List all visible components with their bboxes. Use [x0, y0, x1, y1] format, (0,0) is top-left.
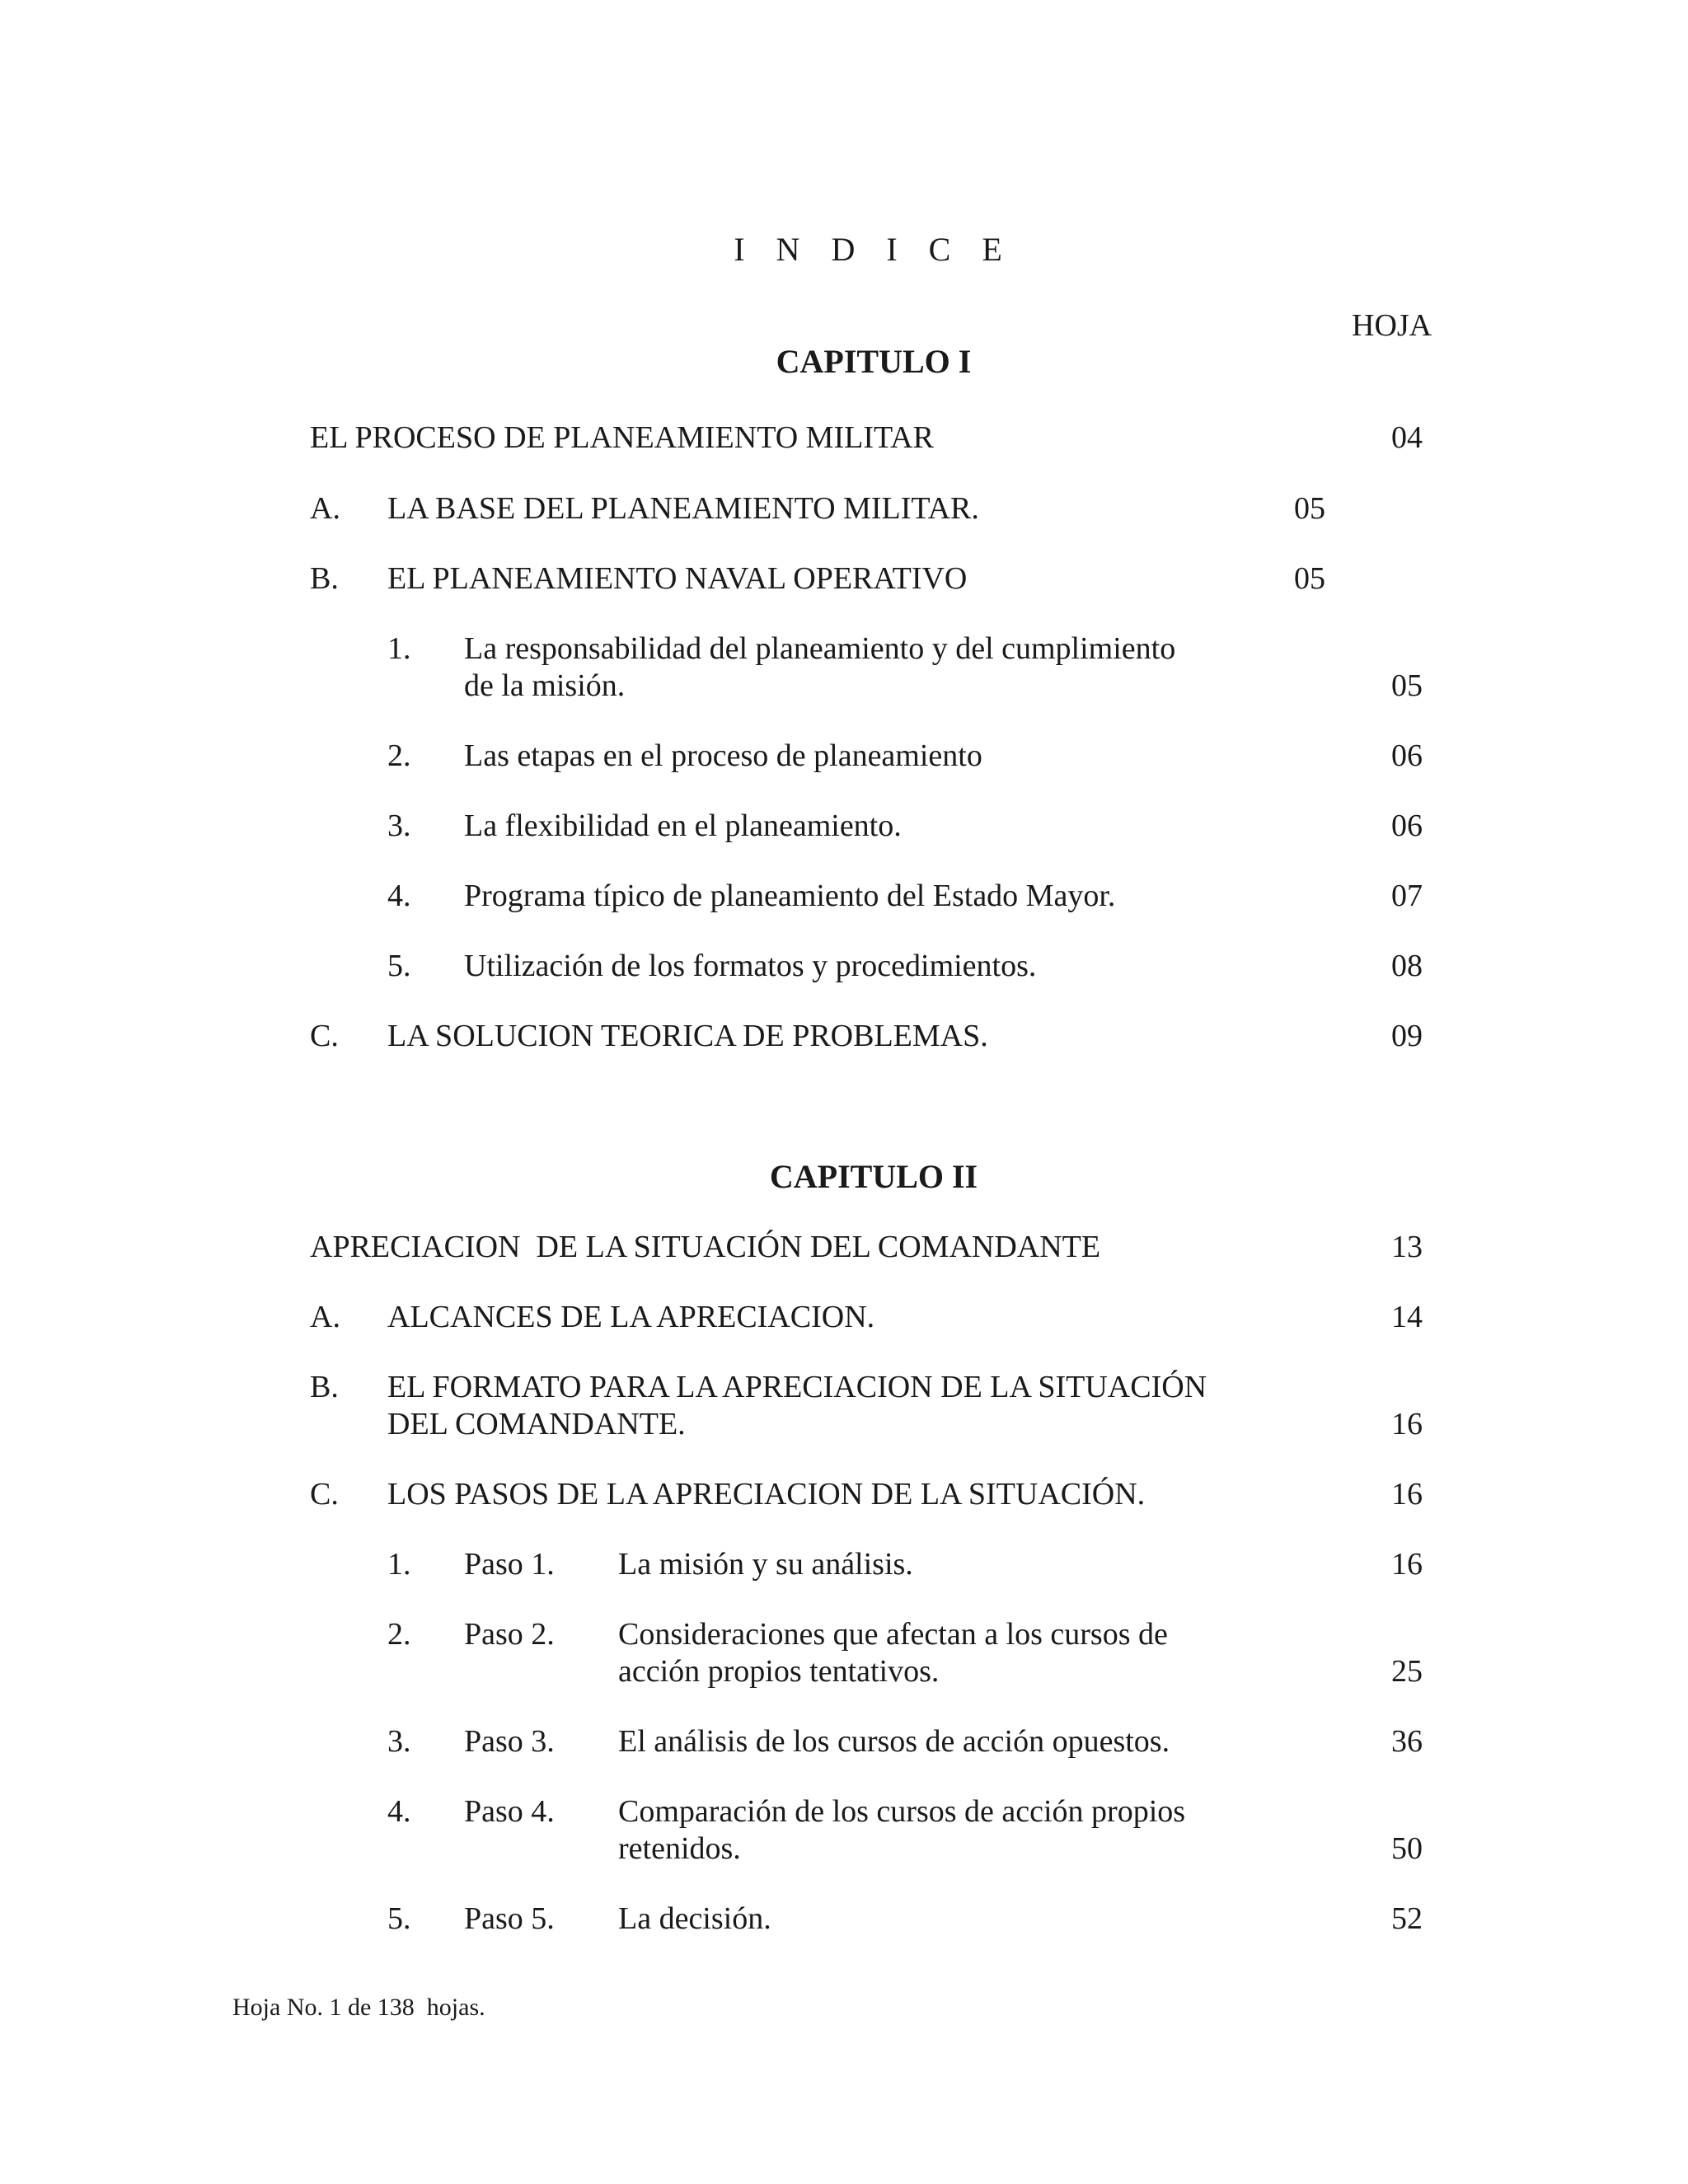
toc-entry: LA BASE DEL PLANEAMIENTO MILITAR. [387, 491, 979, 526]
toc-entry: Programa típico de planeamiento del Estado Mayor. [464, 879, 1116, 913]
chapter-2-heading: APRECIACION DE LA SITUACIÓN DEL COMANDANTE [310, 1230, 1101, 1264]
toc-page-number: 14 [1391, 1300, 1423, 1334]
toc-page-number: 25 [1391, 1654, 1423, 1689]
toc-page-number: 06 [1391, 808, 1423, 843]
toc-entry: La flexibilidad en el planeamiento. [464, 808, 902, 843]
toc-entry: EL FORMATO PARA LA APRECIACION DE LA SITUACIÓN [387, 1370, 1207, 1404]
toc-number: 1. [387, 631, 411, 666]
toc-step-label: Paso 3. [464, 1724, 555, 1759]
chapter-1-heading-page: 04 [1391, 420, 1423, 455]
toc-marker: A. [310, 1300, 340, 1334]
toc-entry: La responsabilidad del planeamiento y del cumplimiento [464, 631, 1176, 666]
toc-page-number: 16 [1391, 1547, 1423, 1582]
toc-marker: B. [310, 561, 339, 596]
toc-entry: La misión y su análisis. [618, 1547, 913, 1582]
toc-step-label: Paso 1. [464, 1547, 555, 1582]
chapter-2-heading-page: 13 [1391, 1230, 1423, 1264]
toc-entry: Comparación de los cursos de acción propios [618, 1794, 1186, 1829]
toc-page-number: 09 [1391, 1019, 1423, 1053]
toc-step-label: Paso 4. [464, 1794, 555, 1829]
toc-entry: El análisis de los cursos de acción opuestos. [618, 1724, 1170, 1759]
toc-page-number: 07 [1391, 879, 1423, 913]
toc-entry: Las etapas en el proceso de planeamiento [464, 738, 982, 773]
toc-entry: La decisión. [618, 1901, 771, 1936]
toc-entry-continuation: DEL COMANDANTE. [387, 1407, 686, 1441]
toc-page-number: 16 [1391, 1477, 1423, 1511]
page-footer: Hoja No. 1 de 138 hojas. [232, 1994, 485, 2021]
toc-number: 1. [387, 1547, 411, 1582]
toc-marker: C. [310, 1019, 339, 1053]
toc-entry: LA SOLUCION TEORICA DE PROBLEMAS. [387, 1019, 988, 1053]
toc-entry: Utilización de los formatos y procedimientos. [464, 949, 1037, 983]
toc-entry-continuation: retenidos. [618, 1831, 741, 1866]
toc-step-label: Paso 2. [464, 1617, 555, 1652]
toc-entry: ALCANCES DE LA APRECIACION. [387, 1300, 875, 1334]
toc-page-number: 05 [1294, 561, 1325, 596]
toc-number: 3. [387, 808, 411, 843]
toc-step-label: Paso 5. [464, 1901, 555, 1936]
toc-page-number: 36 [1391, 1724, 1423, 1759]
toc-page-number: 05 [1294, 491, 1325, 526]
toc-entry: Consideraciones que afectan a los cursos de [618, 1617, 1168, 1652]
toc-marker: B. [310, 1370, 339, 1404]
toc-page-number: 06 [1391, 738, 1423, 773]
toc-page-number: 52 [1391, 1901, 1423, 1936]
toc-marker: C. [310, 1477, 339, 1511]
toc-number: 4. [387, 1794, 411, 1829]
toc-entry: LOS PASOS DE LA APRECIACION DE LA SITUACIÓN. [387, 1477, 1146, 1511]
toc-page-number: 05 [1391, 668, 1423, 703]
toc-page-number: 50 [1391, 1831, 1423, 1866]
toc-page-number: 08 [1391, 949, 1423, 983]
toc-entry-continuation: acción propios tentativos. [618, 1654, 940, 1689]
chapter-2-title: CAPITULO II [769, 1158, 978, 1195]
toc-number: 2. [387, 738, 411, 773]
toc-marker: A. [310, 491, 340, 526]
chapter-1-title: CAPITULO I [776, 343, 972, 380]
toc-number: 3. [387, 1724, 411, 1759]
toc-page-number: 16 [1391, 1407, 1423, 1441]
toc-number: 5. [387, 949, 411, 983]
page-column-header: HOJA [1352, 308, 1432, 343]
chapter-1-heading: EL PROCESO DE PLANEAMIENTO MILITAR [310, 420, 934, 455]
toc-number: 5. [387, 1901, 411, 1936]
toc-number: 4. [387, 879, 411, 913]
toc-entry-continuation: de la misión. [464, 668, 626, 703]
toc-number: 2. [387, 1617, 411, 1652]
index-title: I N D I C E [734, 231, 1014, 268]
toc-entry: EL PLANEAMIENTO NAVAL OPERATIVO [387, 561, 968, 596]
